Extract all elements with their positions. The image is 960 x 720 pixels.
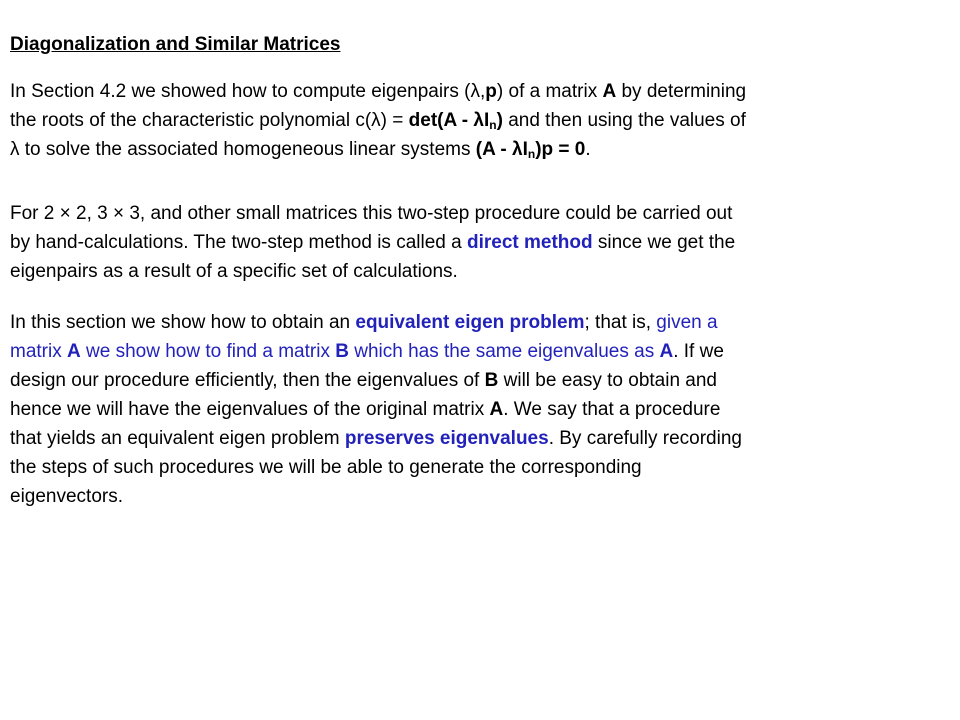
paragraph-equivalent-eigen-problem: [10, 308, 955, 511]
text-line: eigenvectors.: [10, 486, 124, 507]
text-line: the roots of the characteristic polynomial $c(\lambda) = \det(A - \lambda I_n)$ and then using the values of: [10, 110, 746, 132]
lambda-symbol: λ: [512, 139, 523, 160]
text-line: by hand-calculations. The two-step method is called a direct method since we get the: [10, 232, 736, 253]
text-line: eigenpairs as a result of a specific set of calculations.: [10, 261, 458, 282]
highlight-direct-method: direct method: [466, 232, 593, 253]
text-line: In this section we show how to obtain an equivalent eigen problem; that is, given a: [10, 312, 718, 333]
lambda-symbol: λ: [371, 110, 381, 131]
text-line: For 2 × 2, 3 × 3, and other small matrices this two-step procedure could be carried out: [10, 203, 733, 224]
text-line: In Section 4.2 we showed how to compute eigenpairs (λ,p) of a matrix A by determining: [10, 81, 747, 102]
lambda-symbol: λ: [10, 139, 20, 160]
matrix-a: A: [659, 341, 674, 362]
paragraph-characteristic-polynomial: [10, 77, 955, 164]
text-line: λ to solve the associated homogeneous linear systems $(A - \lambda I_n)p = 0$.: [10, 139, 591, 161]
highlight-equivalent-eigen-problem: equivalent eigen problem: [355, 312, 585, 333]
highlight-given: given a: [656, 312, 718, 333]
text-line: hence we will have the eigenvalues of the original matrix A. We say that a procedure: [10, 399, 721, 420]
subscript-n: n: [527, 147, 536, 161]
matrix-b: B: [335, 341, 349, 362]
highlight-preserves-eigenvalues: preserves eigenvalues: [344, 428, 549, 449]
matrix-a: A: [602, 81, 617, 102]
slide-title: Diagonalization and Similar Matrices: [10, 34, 341, 55]
vector-p: p: [485, 81, 497, 102]
homogeneous-system-expression: $(A - \lambda I_n)p = 0$: [475, 139, 586, 161]
lambda-symbol: λ: [473, 110, 484, 131]
text-line: matrix A we show how to find a matrix B which has the same eigenvalues as A. If we: [10, 341, 724, 362]
lambda-symbol: λ: [470, 81, 480, 102]
text-line: design our procedure efficiently, then the eigenvalues of B will be easy to obtain and: [10, 370, 717, 391]
paragraph-direct-method: [10, 199, 955, 286]
matrix-a: A: [67, 341, 81, 362]
matrix-a: A: [489, 399, 504, 420]
subscript-n: n: [489, 118, 497, 132]
matrix-b: B: [484, 370, 499, 391]
det-expression: $\det(A - \lambda I_n)$: [408, 110, 503, 132]
text-line: the steps of such procedures we will be able to generate the corresponding: [10, 457, 642, 478]
text-line: that yields an equivalent eigen problem preserves eigenvalues. By carefully recording: [10, 428, 742, 449]
